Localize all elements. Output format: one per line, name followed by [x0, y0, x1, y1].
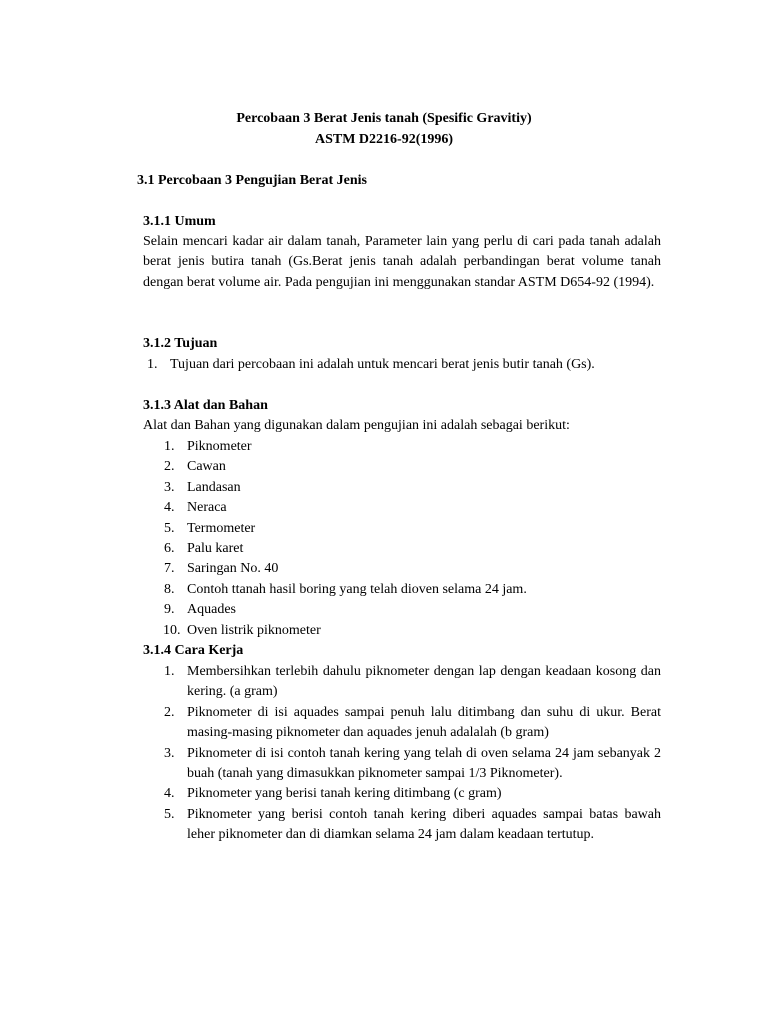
cara-kerja-list [164, 662, 661, 846]
list-item [164, 437, 661, 457]
list-number: 3. [164, 745, 175, 761]
list-number: 4. [164, 786, 175, 802]
alat-intro: Alat dan Bahan yang digunakan dalam pengujian ini adalah sebagai berikut: [143, 418, 570, 433]
list-item [164, 805, 661, 846]
list-item [164, 703, 661, 744]
list-number: 9. [164, 602, 175, 618]
list-text: Piknometer yang berisi contoh tanah kering diberi aquades sampai batas bawah leher piknometer dan di diamkan selama 24 jam dalam keadaan tertutup. [187, 806, 661, 843]
list-text: Membersihkan terlebih dahulu piknometer dengan lap dengan keadaan kosong dan kering. (a gram) [187, 664, 661, 700]
umum-heading: 3.1.1 Umum [143, 214, 216, 229]
list-text: Landasan [187, 479, 241, 495]
list-number: 5. [164, 806, 175, 822]
list-item [147, 355, 661, 375]
list-item [164, 744, 661, 785]
umum-paragraph: Selain mencari kadar air dalam tanah, Parameter lain yang perlu di cari pada tanah adalah berat jenis butira tanah (Gs.Berat jenis tanah adalah perbandingan berat volume tanah dengan berat volume air. Pada pengujian ini menggunakan standar ASTM D654-92 (1994). [143, 234, 661, 290]
list-number: 6. [164, 541, 175, 557]
list-text: Piknometer di isi contoh tanah kering yang telah di oven selama 24 jam sebanyak 2 buah (tanah yang dimasukkan piknometer sampai 1/3 Piknometer). [187, 745, 661, 782]
list-text: Piknometer yang berisi tanah kering ditimbang (c gram) [187, 786, 502, 802]
list-number: 2. [164, 704, 175, 720]
list-number: 1. [164, 664, 175, 679]
cara-kerja-heading: 3.1.4 Cara Kerja [143, 643, 244, 658]
list-number: 4. [164, 500, 175, 516]
list-text: Tujuan dari percobaan ini adalah untuk mencari berat jenis butir tanah (Gs). [170, 357, 595, 372]
list-item [164, 662, 661, 703]
list-item [164, 519, 661, 539]
document-standard: ASTM D2216-92(1996) [314, 132, 454, 147]
list-text: Piknometer [187, 439, 252, 454]
list-number: 5. [164, 520, 175, 536]
list-item [164, 498, 661, 518]
list-number: 8. [164, 581, 175, 597]
list-text: Oven listrik piknometer [187, 622, 321, 638]
list-number: 3. [164, 479, 175, 495]
list-number: 7. [164, 561, 175, 577]
list-number: 1. [147, 357, 158, 372]
list-number: 2. [164, 459, 175, 475]
list-number: 10. [163, 622, 181, 638]
list-text: Contoh ttanah hasil boring yang telah dioven selama 24 jam. [187, 581, 527, 597]
list-item [164, 478, 661, 498]
section-heading: 3.1 Percobaan 3 Pengujian Berat Jenis [137, 173, 367, 188]
list-text: Palu karet [187, 541, 244, 557]
list-text: Neraca [187, 500, 227, 516]
list-text: Aquades [187, 602, 236, 618]
list-item [164, 559, 661, 579]
tujuan-heading: 3.1.2 Tujuan [143, 336, 218, 351]
alat-list [163, 437, 661, 641]
tujuan-list [147, 355, 661, 375]
list-item [164, 784, 661, 804]
list-item [164, 539, 661, 559]
list-number: 1. [164, 439, 175, 454]
list-text: Termometer [187, 520, 256, 536]
list-item [163, 621, 661, 641]
list-text: Saringan No. 40 [187, 561, 279, 577]
list-item [164, 457, 661, 477]
alat-heading: 3.1.3 Alat dan Bahan [143, 398, 268, 413]
list-item [164, 580, 661, 600]
list-text: Cawan [187, 459, 226, 475]
list-item [164, 600, 661, 620]
list-text: Piknometer di isi aquades sampai penuh lalu ditimbang dan suhu di ukur. Berat masing-masing piknometer dan aquades jenuh adalalah (b gram) [187, 704, 661, 741]
document-title: Percobaan 3 Berat Jenis tanah (Spesific Gravitiy) [236, 111, 532, 126]
